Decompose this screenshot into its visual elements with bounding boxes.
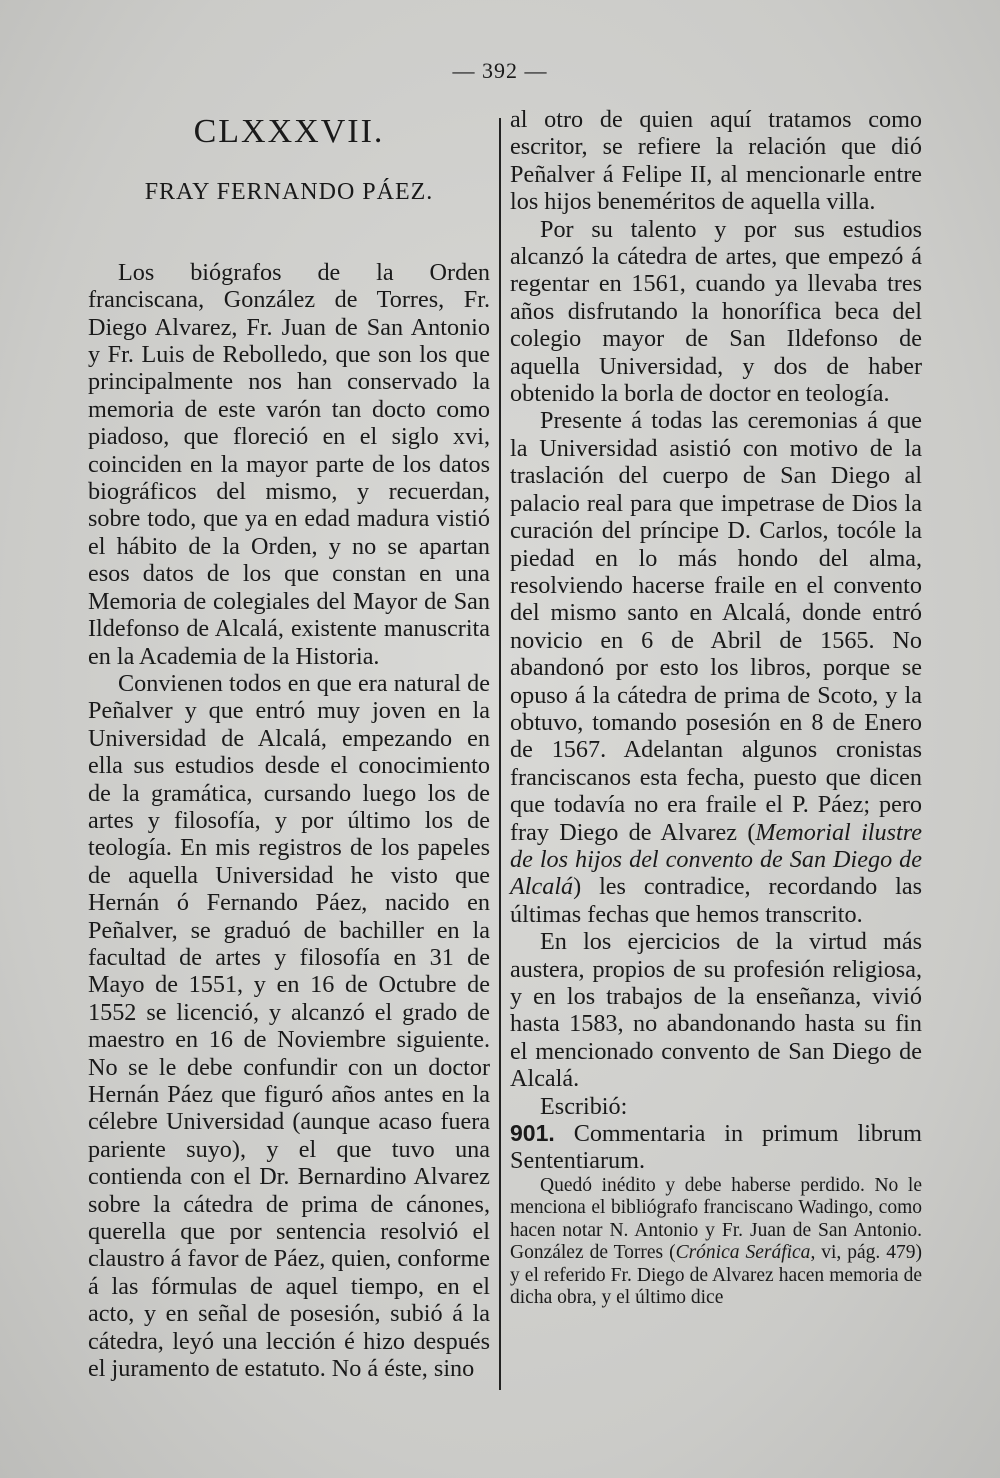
note-italic-title: Crónica Seráfica bbox=[675, 1242, 811, 1264]
note-text-b: , vi, pág. 479) y el referido Fr. Diego de Alvarez hacen memoria de dicha obra, y el último dice bbox=[510, 1242, 922, 1309]
note-text-a: Quedó inédito y debe haberse perdido. No le menciona el bibliógrafo franciscano Wadingo, como hacen notar N. Antonio y Fr. Juan de San Antonio. González de Torres ( bbox=[510, 1174, 922, 1264]
ceremonies-text-b: ) les contradice, recordando las últimas fechas que hemos transcrito. bbox=[510, 873, 922, 928]
page-number: — 392 — bbox=[452, 58, 548, 83]
paragraph-talent: Por su talento y por sus estudios alcanzó la cátedra de artes, que empezó á regentar en 1561, cuando ya llevaba tres años disfrutando la honorífica beca del colegio mayor de San Ildefonso de aquella Universidad, y dos de haber obtenido la borla de doctor en teología. bbox=[510, 215, 922, 408]
left-column bbox=[88, 110, 490, 1382]
memorial-title: Memorial ilustre de los hijos del convento de San Diego de Alcalá bbox=[510, 818, 923, 901]
ceremonies-text-a: Presente á todas las ceremonias á que la Universidad asistió con motivo de la traslación del cuerpo de San Diego al palacio real para que impetrase de Dios la curación del príncipe D. Carlos, tocóle la piedad en lo más hondo del alma, resolviendo hacerse fraile en el convento del mismo santo en Alcalá, donde entró novicio en 6 de Abril de 1565. No abandonó por esto los libros, porque se opuso á la cátedra de prima de Scoto, y la obtuvo, tomando posesión en 8 de Enero de 1567. Adelantan algunos cronistas franciscanos esta fecha, puesto que dicen que todavía no era fraile el P. Páez; pero fray Diego de Alvarez ( bbox=[510, 407, 922, 846]
subject-heading: FRAY FERNANDO PÁEZ. bbox=[144, 179, 434, 206]
paragraph-biographers: Los biógrafos de la Orden franciscana, González de Torres, Fr. Diego Alvarez, Fr. Juan de San Antonio y Fr. Luis de Rebolledo, que son los que principalmente nos han conservado la memoria de este varón tan docto como piadoso, que floreció en el siglo xvi, coinciden en la mayor parte de los datos biográficos del mismo, y recuerdan, sobre todo, que ya en edad madura vistió el hábito de la Orden, y no se apartan esos datos de los que constan en una Memoria de colegiales del Mayor de San Ildefonso de Alcalá, existente manuscrita en la Academia de la Historia. bbox=[88, 258, 490, 670]
column-divider bbox=[499, 118, 501, 1390]
entry-title: Commentaria in primum librum Sententiarum. bbox=[510, 1120, 922, 1175]
chapter-heading: CLXXXVII. bbox=[193, 113, 385, 150]
paragraph-ceremonies bbox=[510, 407, 922, 928]
wrote-label: Escribió: bbox=[540, 1092, 628, 1120]
paragraph-continuation: al otro de quien aquí tratamos como escritor, se refiere la relación que dió Peñalver á Felipe II, al mencionarle entre los hijos beneméritos de aquella villa. bbox=[510, 106, 922, 216]
paragraph-virtue: En los ejercicios de la virtud más austera, propios de su profesión religiosa, y en los trabajos de la enseñanza, vivió hasta 1583, no abandonando hasta su fin el mencionado convento de San Diego de Alcalá. bbox=[510, 928, 922, 1093]
entry-note bbox=[510, 1175, 922, 1310]
entry-number: 901. bbox=[510, 1120, 555, 1147]
paragraph-origins: Convienen todos en que era natural de Peñalver y que entró muy joven en la Universidad de Alcalá, empezando en ella sus estudios desde el conocimiento de la gramática, cursando luego los de artes y filosofía, y por último los de teología. En mis registros de los papeles de aquella Universidad he visto que Hernán ó Fernando Páez, nacido en Peñalver, se graduó de bachiller en la facultad de artes y filosofía en 31 de Mayo de 1551, y en 16 de Octubre de 1552 se licenció, y alcanzó el grado de maestro en 16 de Noviembre siguiente. No se le debe confundir con un doctor Hernán Páez que figuró años antes en la célebre Universidad (aunque acaso fuera pariente suyo), y el que tuvo una contienda con el Dr. Bernardino Alvarez sobre la cátedra de prima de cánones, querella que por sentencia resolvió el claustro á favor de Páez, quien, conforme á las fórmulas de aquel tiempo, en el acto, y en señal de posesión, subió á la cátedra, leyó una lección é hizo después el juramento de estatuto. No á éste, sino bbox=[88, 669, 490, 1383]
right-column bbox=[510, 106, 922, 1310]
bibliography-entry bbox=[510, 1120, 922, 1175]
